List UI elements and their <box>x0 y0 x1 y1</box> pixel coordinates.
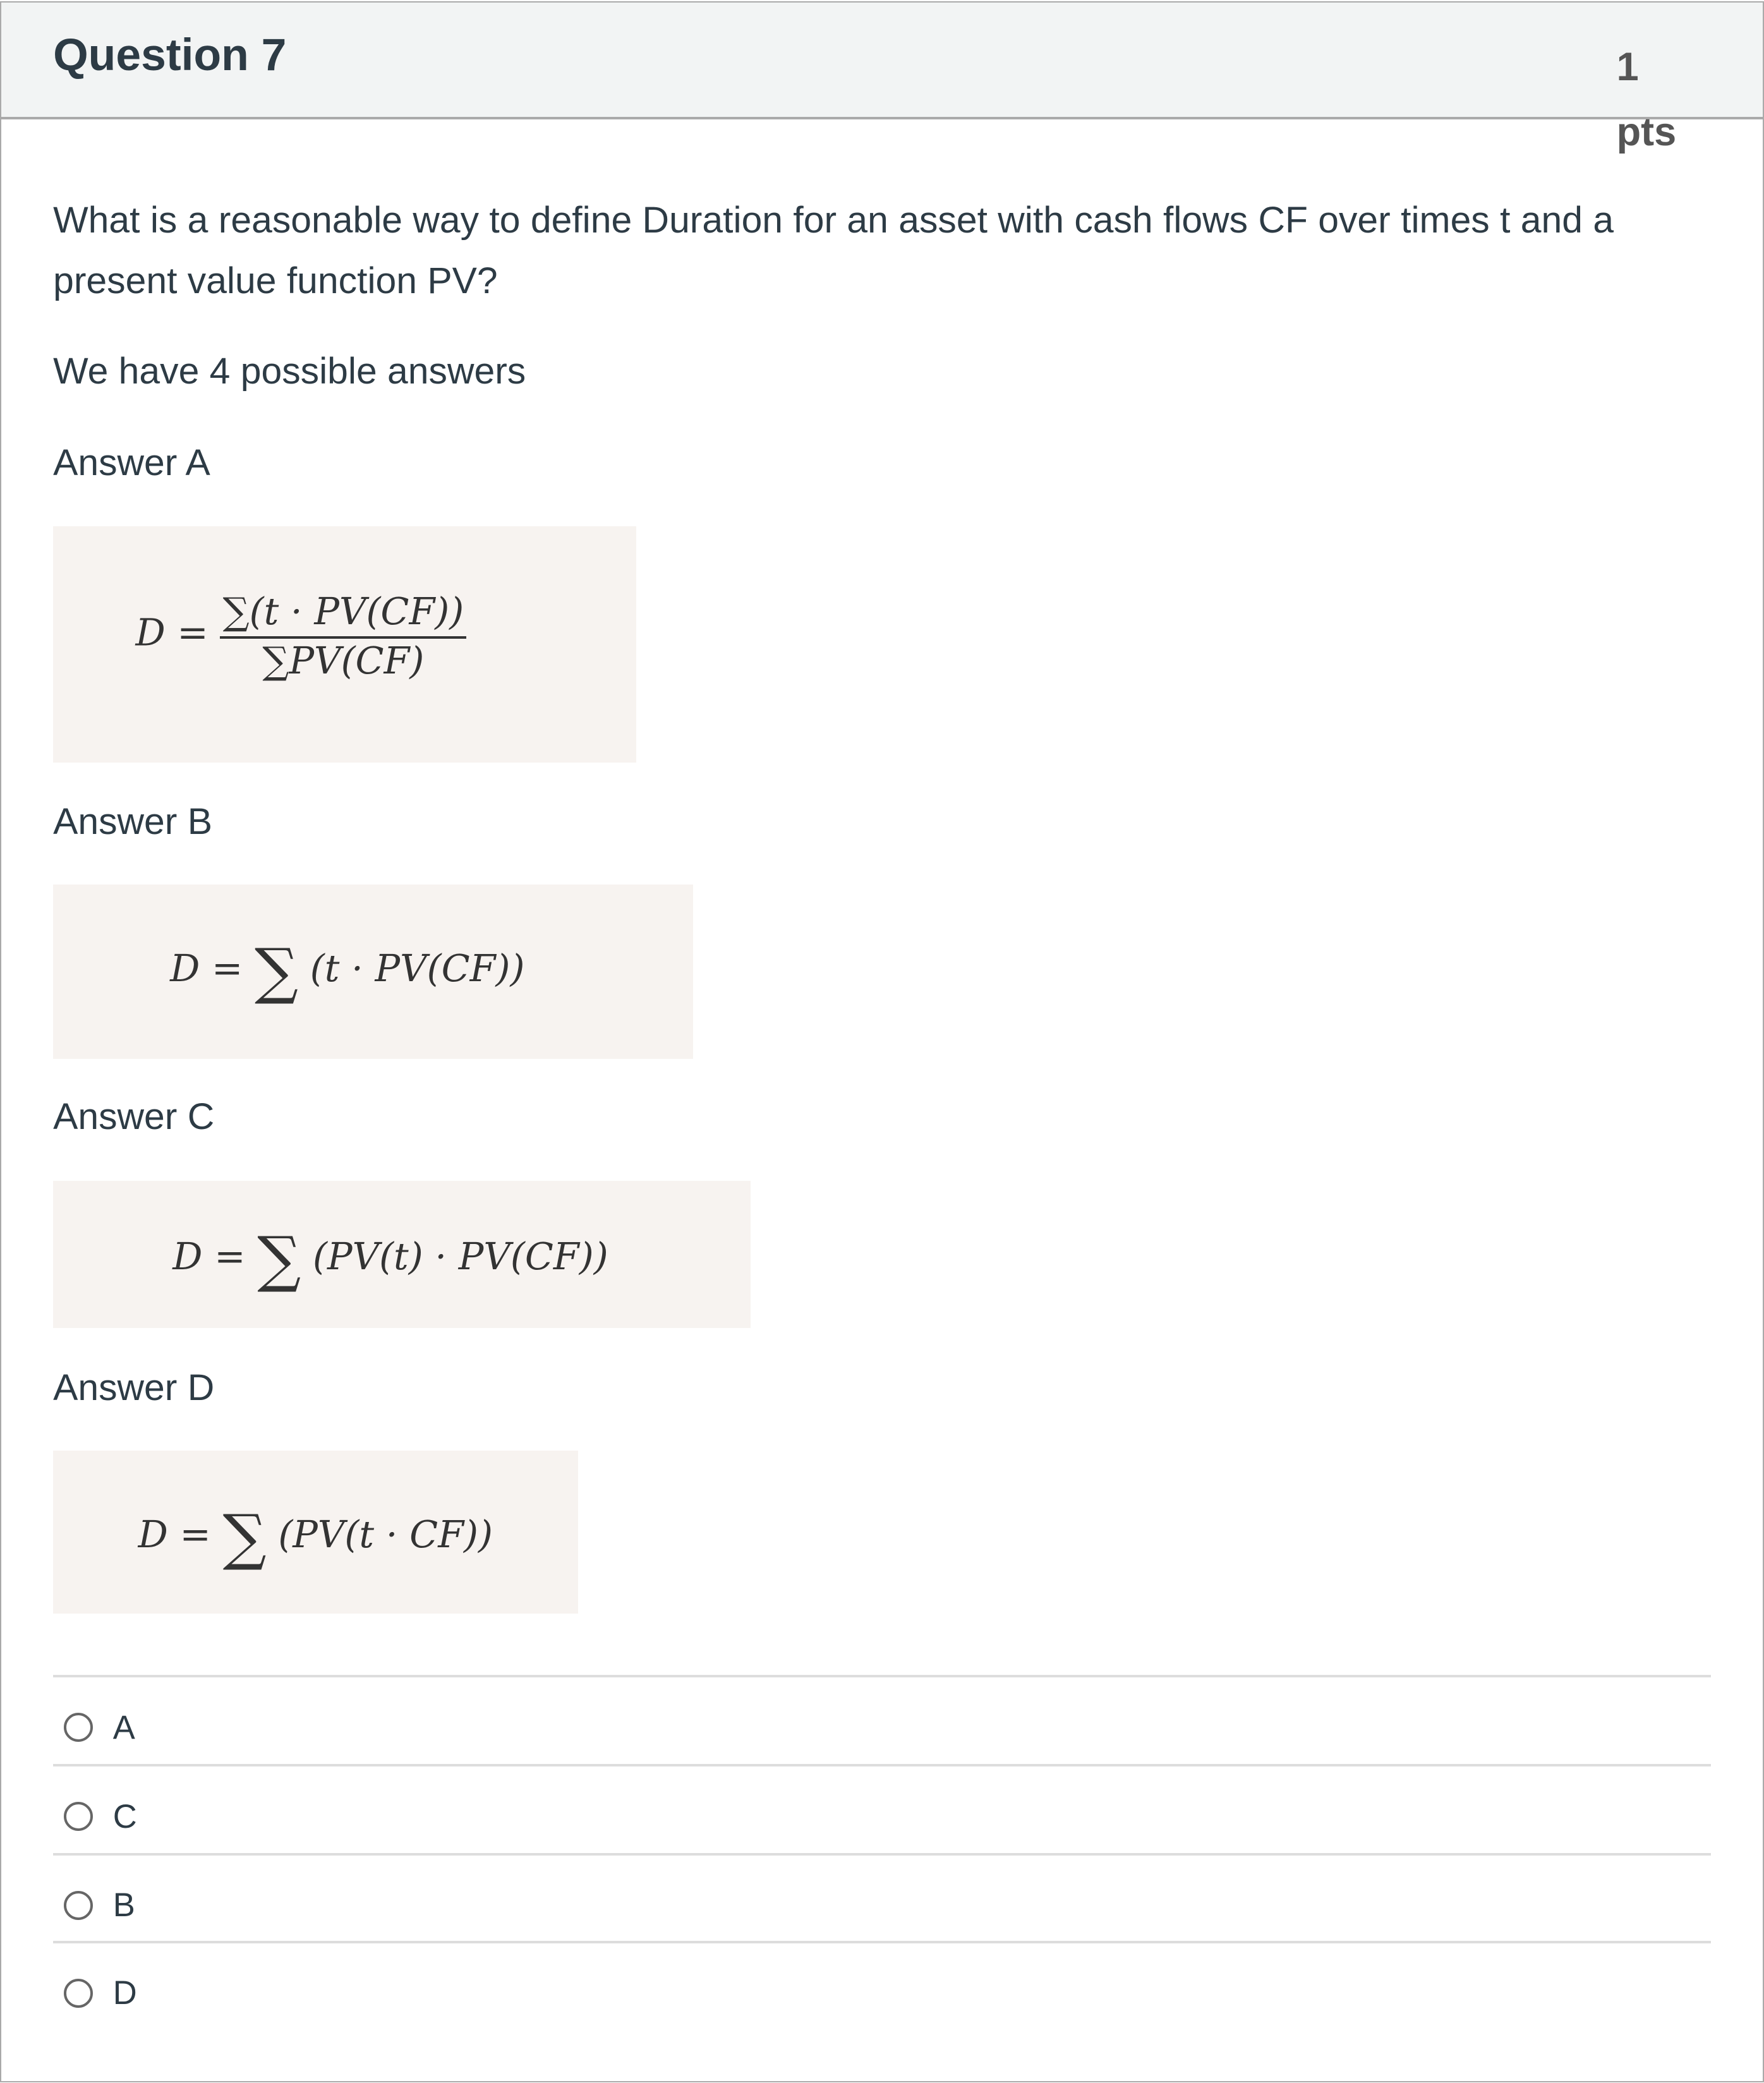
formula-numerator: (t · PV(CF)) <box>249 589 464 634</box>
divider <box>53 1941 1711 1943</box>
option-c[interactable] <box>64 1797 137 1836</box>
question-intro: We have 4 possible answers <box>53 351 526 392</box>
radio-button[interactable] <box>64 1802 93 1831</box>
option-label: C <box>112 1797 137 1835</box>
question-points <box>1617 35 1696 165</box>
sigma-symbol: ∑ <box>255 935 299 1007</box>
answer-c-formula <box>53 1181 751 1328</box>
option-a[interactable] <box>64 1708 135 1747</box>
formula-body: (PV(t) · PV(CF)) <box>313 1235 608 1279</box>
formula-lhs: D = <box>135 611 208 655</box>
radio-button[interactable] <box>64 1979 93 2008</box>
option-d[interactable] <box>64 1974 137 2012</box>
answer-d-formula <box>53 1451 577 1614</box>
answer-b-label: Answer B <box>53 801 212 843</box>
formula-lhs: D = <box>138 1512 211 1556</box>
radio-button[interactable] <box>64 1891 93 1920</box>
formula-lhs: D = <box>172 1235 246 1279</box>
option-label: A <box>112 1708 135 1746</box>
points-unit: pts <box>1616 109 1677 154</box>
answer-a-label: Answer A <box>53 442 210 484</box>
formula-lhs: D = <box>170 946 243 991</box>
formula-body: (PV(t · CF)) <box>278 1512 493 1556</box>
sigma-symbol: ∑ <box>262 638 289 682</box>
answer-a-formula <box>53 526 636 763</box>
answer-c-label: Answer C <box>53 1096 215 1137</box>
answer-b-formula <box>53 885 693 1058</box>
question-text: What is a reasonable way to define Duration for an asset with cash flows CF over times t and a present value function PV? <box>53 199 1614 302</box>
formula-fraction <box>220 589 466 682</box>
divider <box>53 1764 1711 1766</box>
sigma-symbol: ∑ <box>222 1500 267 1573</box>
option-b[interactable] <box>64 1886 135 1924</box>
sigma-symbol: ∑ <box>257 1223 301 1295</box>
option-label: D <box>112 1974 137 2012</box>
sigma-symbol: ∑ <box>222 589 250 634</box>
option-label: B <box>112 1887 135 1924</box>
formula-body: (t · PV(CF)) <box>310 946 525 991</box>
divider <box>53 1853 1711 1856</box>
answer-d-label: Answer D <box>53 1367 215 1408</box>
points-value: 1 <box>1616 44 1639 89</box>
formula-denominator: PV(CF) <box>289 638 425 682</box>
radio-button[interactable] <box>64 1713 93 1742</box>
divider <box>53 1675 1711 1677</box>
question-title: Question 7 <box>53 30 287 81</box>
